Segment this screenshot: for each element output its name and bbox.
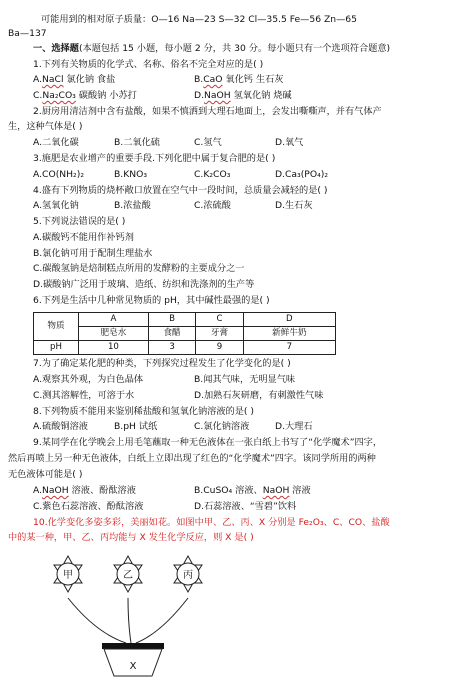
q8-option-a: A.硫酸铜溶液: [33, 421, 88, 432]
option-formula: CaO: [203, 74, 223, 85]
table-row: [34, 313, 336, 327]
flower-pot-diagram: [36, 548, 236, 678]
q7-option-a: A.观察其外观，为白色晶体: [33, 374, 144, 385]
table-cell: 10: [79, 341, 149, 355]
atomic-masses-line2: Ba—137: [8, 28, 47, 39]
q8-option-b: B.pH 试纸: [114, 421, 158, 432]
option-text: 紫色石蕊溶液、酚酞溶液: [42, 501, 144, 512]
option-letter: C.: [33, 90, 43, 101]
q2-option-c: C.氢气: [194, 137, 222, 148]
q10-stem-line2: 中的某一种，甲、乙、丙均能与 X 发生化学反应，则 X 是( ): [8, 532, 254, 543]
q9-stem-line3: 无色液体可能是( ): [8, 469, 83, 480]
table-cell: B: [148, 313, 195, 327]
option-text: 碳酸钠 小苏打: [75, 90, 137, 101]
q1-stem: 1.下列有关物质的化学式、名称、俗名不完全对应的是( ): [33, 59, 264, 70]
pot-label: X: [129, 661, 137, 672]
section-title: 一、选择题: [33, 43, 79, 54]
option-text: 石蕊溶液、“雪碧”饮料: [204, 501, 297, 512]
q1-option-c: [33, 91, 137, 100]
table-cell: 3: [148, 341, 195, 355]
q1-option-b: [194, 75, 283, 84]
option-letter: D.: [194, 501, 204, 512]
row-label-substance: 物质: [34, 313, 79, 341]
q9-option-d: [194, 502, 296, 511]
flower-pot: [102, 643, 164, 676]
q8-option-c: C.氯化钠溶液: [194, 421, 250, 432]
q3-option-a: A.CO(NH₂)₂: [33, 169, 85, 180]
option-letter: A.: [33, 74, 43, 85]
flower-label: 甲: [63, 570, 73, 581]
option-text: 溶液、: [232, 485, 263, 496]
option-letter: B.: [194, 74, 204, 85]
flower-bing: [174, 556, 202, 592]
q2-option-d: D.氧气: [275, 137, 304, 148]
section-note: (本题包括 15 小题，每小题 2 分，共 30 分。每小题只有一个选项符合题意): [78, 43, 391, 54]
stem-line: [68, 598, 126, 643]
flower-yi: [114, 556, 142, 592]
q6-stem: 6.下列是生活中几种常见物质的 pH，其中碱性最强的是( ): [33, 295, 270, 306]
option-formula: CuSO₄: [203, 485, 233, 496]
q2-option-a: A.二氧化碳: [33, 137, 79, 148]
table-row: [34, 341, 336, 355]
table-cell: C: [196, 313, 243, 327]
q1-option-a: [33, 75, 115, 84]
q7-option-c: C.测其溶解性，可溶于水: [33, 390, 135, 401]
q2-stem-line2: 生，这种气体是( ): [8, 121, 83, 132]
table-cell: 肥皂水: [79, 327, 149, 341]
atomic-masses-line1: 可能用到的相对原子质量：O—16 Na—23 S—32 Cl—35.5 Fe—56 Zn—65: [41, 14, 357, 25]
table-cell: 新鲜牛奶: [243, 327, 335, 341]
q4-option-a: A.氢氧化钠: [33, 200, 79, 211]
flower-label: 丙: [183, 570, 193, 581]
option-formula: Na₂CO₃: [42, 90, 76, 101]
option-letter: D.: [194, 90, 204, 101]
q8-option-d: D.大理石: [275, 421, 313, 432]
option-text: 氢氧化钠 烧碱: [230, 90, 292, 101]
table-cell: D: [243, 313, 335, 327]
q4-stem: 4.盛有下列物质的烧杯敞口放置在空气中一段时间，总质量会减轻的是( ): [33, 185, 328, 196]
q5-stem: 5.下列说法错误的是( ): [33, 216, 126, 227]
q8-stem: 8.下列物质不能用来鉴别稀盐酸和氢氧化钠溶液的是( ): [33, 406, 254, 417]
q3-option-b: B.KNO₃: [114, 169, 148, 180]
option-formula: NaOH: [262, 485, 290, 496]
option-letter: B.: [194, 485, 204, 496]
option-letter: C.: [33, 501, 43, 512]
q5-option-c: C.碳酸氢钠是焙制糕点所用的发酵粉的主要成分之一: [33, 263, 245, 274]
section-heading: [33, 44, 390, 53]
table-cell: A: [79, 313, 149, 327]
option-text: 氧化钙 生石灰: [222, 74, 284, 85]
row-label-ph: pH: [34, 341, 79, 355]
flower-label: 乙: [123, 570, 133, 581]
q2-stem-line1: 2.厨房用清洁剂中含有盐酸，如果不慎洒到大理石地面上，会发出嘶嘶声，并有气体产: [33, 106, 382, 117]
q5-option-b: B.氯化钠可用于配制生理盐水: [33, 248, 153, 259]
stem-line: [128, 598, 131, 643]
q9-option-a: [33, 486, 136, 495]
q1-option-d: [194, 91, 292, 100]
option-formula: NaOH: [204, 90, 231, 101]
q3-option-d: D.Ca₃(PO₄)₂: [275, 169, 329, 180]
table-cell: 牙膏: [196, 327, 243, 341]
q5-option-a: A.碳酸钙不能用作补钙剂: [33, 232, 134, 243]
q3-option-c: C.K₂CO₃: [194, 169, 231, 180]
option-text: 溶液、酚酞溶液: [68, 485, 136, 496]
q4-option-d: D.生石灰: [275, 200, 313, 211]
table-row: [34, 327, 336, 341]
q4-option-b: B.浓盐酸: [114, 200, 151, 211]
stem-line: [136, 598, 188, 643]
table-cell: 9: [196, 341, 243, 355]
table-cell: 食醋: [148, 327, 195, 341]
q7-stem: 7.为了确定某化肥的种类，下列探究过程发生了化学变化的是( ): [33, 358, 291, 369]
option-formula: NaOH: [42, 485, 69, 496]
q3-stem: 3.施肥是农业增产的重要手段.下列化肥中属于复合肥的是( ): [33, 153, 276, 164]
q5-option-d: D.碳酸钠广泛用于玻璃、造纸、纺织和洗涤剂的生产等: [33, 279, 255, 290]
q9-option-c: [33, 502, 143, 511]
flower-jia: [54, 556, 82, 592]
q9-stem-line2: 然后再喷上另一种无色液体，白纸上立即出现了红色的“化学魔术”四字。该同学所用的两种: [8, 453, 376, 464]
option-formula: NaCl: [42, 74, 64, 85]
option-text: 溶液: [289, 485, 311, 496]
q7-option-b: B.闻其气味，无明显气味: [194, 374, 296, 385]
q2-option-b: B.二氧化硫: [114, 137, 160, 148]
option-letter: A.: [33, 485, 43, 496]
table-cell: 7: [243, 341, 335, 355]
q4-option-c: C.浓硫酸: [194, 200, 231, 211]
q9-stem-line1: 9.某同学在化学晚会上用毛笔蘸取一种无色液体在一张白纸上书写了“化学魔术”四字，: [33, 437, 383, 448]
q7-option-d: D.加熟石灰研磨，有刺激性气味: [194, 390, 324, 401]
ph-table: [33, 312, 336, 355]
q10-stem-line1: 10.化学变化多姿多彩，美丽如花。如图中甲、乙、丙、X 分别是 Fe₂O₃、C、CO、盐酸: [33, 517, 390, 528]
q9-option-b: [194, 486, 311, 495]
option-text: 氯化钠 食盐: [63, 74, 116, 85]
